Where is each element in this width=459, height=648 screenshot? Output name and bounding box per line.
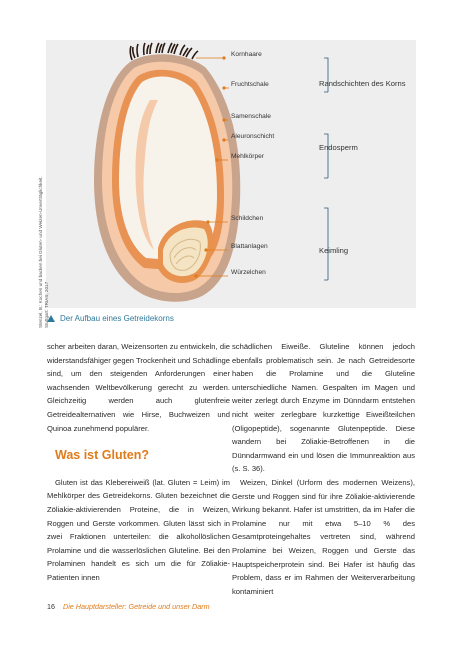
label-wuerzelchen: Würzelchen bbox=[231, 269, 266, 276]
section-heading: Was ist Gluten? bbox=[55, 448, 149, 463]
label-samenschale: Samenschale bbox=[231, 113, 271, 120]
group-keimling: Keimling bbox=[319, 246, 349, 255]
left-paragraph-1: scher arbeiten daran, Weizensorten zu entwickeln, die widerstandsfähiger gegen Trockenheit und Schädlinge sind, um den steigenden Anforderungen einer wachsenden Weltbevölkerung gerecht zu werden. Gleichzeitig werden auch glutenfreie Getreidealternativen wie Hirse, Buchweizen und Quinoa zunehmend populärer. bbox=[47, 342, 230, 433]
caption-text: Der Aufbau eines Getreidekorns bbox=[60, 314, 174, 323]
right-paragraph-2: Weizen, Dinkel (Urform des modernen Weizens), Gerste und Roggen sind für ihre Zöliakie-aktivierende Wirkung bekannt. Hafer ist umstritten, da im Hafer die Prolamine nur mit etwa 5–10 % des Gesamtproteingehaltes vertreten sind, während Prolamine bei Weizen, Roggen und Gerste das Hauptspeicherprotein sind. Bei Hafer ist häufig das Problem, dass er im Rahmen der Weiterverarbeitung kontaminiert bbox=[232, 477, 415, 596]
page-footer bbox=[47, 602, 210, 611]
figure-credit bbox=[38, 128, 50, 328]
right-column bbox=[232, 340, 415, 598]
left-paragraph-2: Gluten ist das Klebereiweiß (lat. Gluten = Leim) im Mehlkörper des Getreidekorns. Gluten bezeichnet die Zöliakie-aktivierenden Proteine, die in Weizen, Roggen und Gerste vorkommen. Gluten lässt sich in zwei Fraktionen unterteilen: die alkohollöslichen Prolamine und die wasserlöslichen Gluteline. Bei den Prolaminen handelt es sich um die für Zöliakie-Patienten innen bbox=[47, 477, 230, 582]
credit-line-2: Stuttgart: TRIAS; 2017 bbox=[44, 281, 49, 328]
triangle-icon bbox=[47, 315, 55, 322]
group-endosperm: Endosperm bbox=[319, 143, 358, 152]
page-number: 16 bbox=[47, 602, 55, 611]
label-aleuronschicht: Aleuronschicht bbox=[231, 133, 275, 140]
label-kornhaare: Kornhaare bbox=[231, 51, 262, 58]
figure-caption bbox=[47, 314, 174, 323]
credit-line-1: Stenzel, B.: Kochen und backen bei Gluten- und Weizen-Unverträglichkeit. bbox=[38, 176, 43, 328]
label-blattanlagen: Blattanlagen bbox=[231, 243, 268, 250]
left-column bbox=[47, 340, 230, 585]
right-paragraph-1: schädlichen Eiweiße. Gluteline können jedoch ebenfalls problematisch sein. Je nach Getreidesorte haben die Prolamine und die Gluteline unterschiedliche Namen. Gespalten im Magen und weiter zerlegt durch Enzyme im Dünndarm entstehen nicht weiter zerlegbare kurzkettige Eiweißteilchen (Oligopeptide), sogenannte Glutenpeptide. Diese wandern bei Zöliakie-Betroffenen in die Dünndarmwand ein und lösen die Immunreaktion aus (s. S. 36). bbox=[232, 342, 415, 474]
label-schildchen: Schildchen bbox=[231, 215, 264, 222]
label-fruchtschale: Fruchtschale bbox=[231, 81, 269, 88]
label-mehlkoerper: Mehlkörper bbox=[231, 153, 264, 160]
chapter-title: Die Hauptdarsteller: Getreide und unser Darm bbox=[63, 602, 210, 611]
group-randschichten: Randschichten des Korns bbox=[319, 79, 406, 88]
